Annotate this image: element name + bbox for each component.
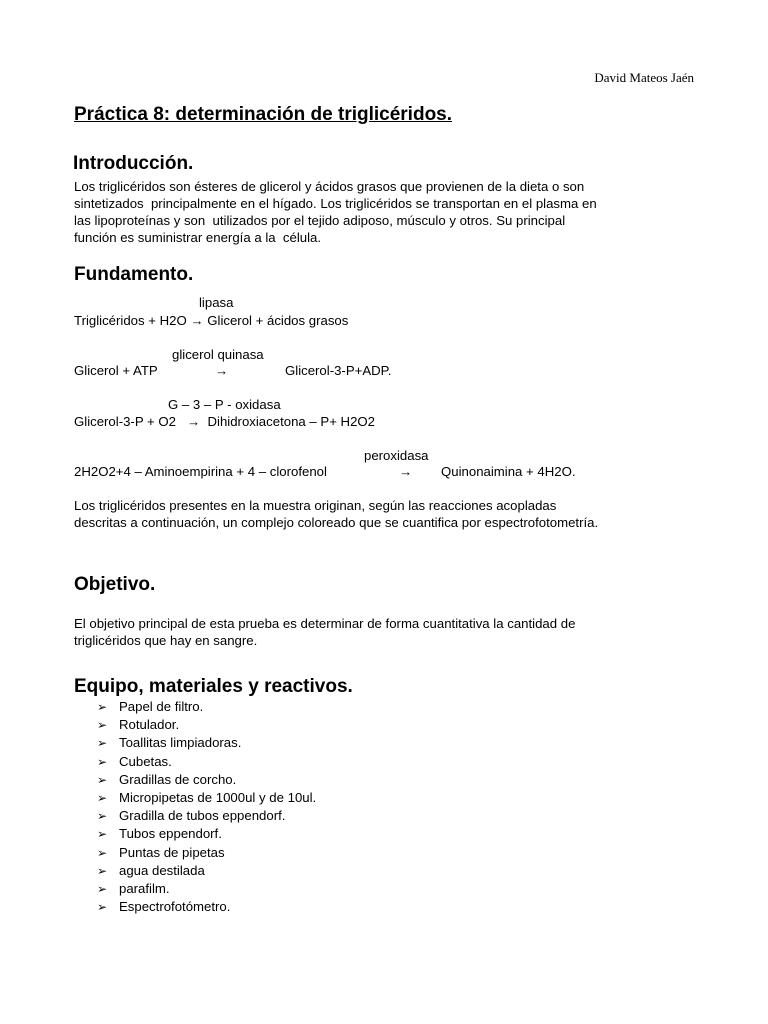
equipment-list [74, 698, 316, 916]
fundamento-summary-line: descritas a continuación, un complejo coloreado que se cuantifica por espectrofotometría. [74, 515, 599, 530]
reaction-4-left: 2H2O2+4 – Aminoempirina + 4 – clorofenol [74, 464, 327, 479]
list-item-text: Micropipetas de 1000ul y de 10ul. [119, 789, 317, 805]
list-item [74, 716, 316, 734]
reaction-3-enzyme: G – 3 – P - oxidasa [168, 397, 281, 412]
list-item [74, 753, 316, 771]
list-item-text: Gradilla de tubos eppendorf. [119, 808, 286, 824]
fundamento-summary-line: Los triglicéridos presentes en la muestra originan, según las reacciones acopladas [74, 498, 557, 513]
list-item-text: agua destilada [119, 862, 205, 878]
reaction-3: Glicerol-3-P + O2 → Dihidroxiacetona – P+ H2O2 [74, 414, 376, 429]
reaction-1: Triglicéridos + H2O → Glicerol + ácidos grasos [74, 313, 349, 328]
list-item [74, 844, 316, 862]
list-item-text: Cubetas. [119, 753, 172, 769]
arrow-bullet-icon: ➢ [97, 845, 108, 860]
intro-line: las lipoproteínas y son utilizados por el tejido adiposo, músculo y otros. Su principal [74, 213, 566, 228]
list-item-text: parafilm. [119, 880, 170, 896]
list-item [74, 698, 316, 716]
arrow-bullet-icon: ➢ [97, 700, 108, 714]
arrow-bullet-icon: ➢ [97, 863, 108, 878]
arrow-bullet-icon: ➢ [97, 736, 108, 751]
list-item [74, 880, 316, 898]
list-item [74, 898, 316, 916]
list-item [74, 789, 316, 807]
reaction-4-enzyme: peroxidasa [364, 448, 429, 463]
fundamento-heading: Fundamento. [74, 264, 194, 285]
list-item-text: Espectrofotómetro. [119, 899, 231, 915]
arrow-bullet-icon: ➢ [97, 827, 108, 842]
reaction-1-enzyme: lipasa [199, 295, 234, 310]
arrow-bullet-icon: ➢ [97, 772, 108, 787]
list-item [74, 771, 316, 789]
list-item [74, 825, 316, 843]
equipo-heading: Equipo, materiales y reactivos. [74, 676, 353, 697]
objetivo-line: El objetivo principal de esta prueba es determinar de forma cuantitativa la cantidad de [74, 616, 576, 631]
list-item-text: Gradillas de corcho. [119, 771, 237, 787]
intro-line: sintetizados principalmente en el hígado. Los triglicéridos se transportan en el plasma en [74, 196, 597, 211]
list-item-text: Toallitas limpiadoras. [119, 735, 242, 751]
arrow-bullet-icon: ➢ [97, 809, 108, 824]
reaction-2-enzyme: glicerol quinasa [172, 347, 264, 362]
objetivo-heading: Objetivo. [74, 574, 156, 595]
arrow-bullet-icon: ➢ [97, 881, 108, 896]
arrow-bullet-icon: ➢ [97, 754, 108, 769]
reaction-4-arrow: → [399, 464, 413, 479]
author-name: David Mateos Jaén [594, 70, 694, 85]
intro-line: Los triglicéridos son ésteres de glicerol y ácidos grasos que provienen de la dieta o son [74, 179, 585, 194]
list-item-text: Rotulador. [119, 717, 180, 733]
arrow-bullet-icon: ➢ [97, 900, 108, 915]
reaction-2-right: Glicerol-3-P+ADP. [285, 363, 392, 378]
list-item-text: Papel de filtro. [119, 699, 204, 714]
arrow-bullet-icon: ➢ [97, 790, 108, 805]
list-item-text: Puntas de pipetas [119, 844, 225, 860]
page-title: Práctica 8: determinación de triglicéridos. [74, 104, 453, 125]
list-item-text: Tubos eppendorf. [119, 826, 222, 842]
reaction-2-left: Glicerol + ATP [74, 363, 158, 378]
list-item [74, 807, 316, 825]
arrow-bullet-icon: ➢ [97, 718, 108, 733]
intro-line: función es suministrar energía a la célula. [74, 230, 322, 245]
list-item [74, 862, 316, 880]
intro-heading: Introducción. [73, 153, 194, 174]
reaction-2-arrow: → [215, 363, 229, 378]
reaction-4-right: Quinonaimina + 4H2O. [441, 464, 576, 479]
objetivo-line: triglicéridos que hay en sangre. [74, 633, 258, 648]
list-item [74, 734, 316, 752]
